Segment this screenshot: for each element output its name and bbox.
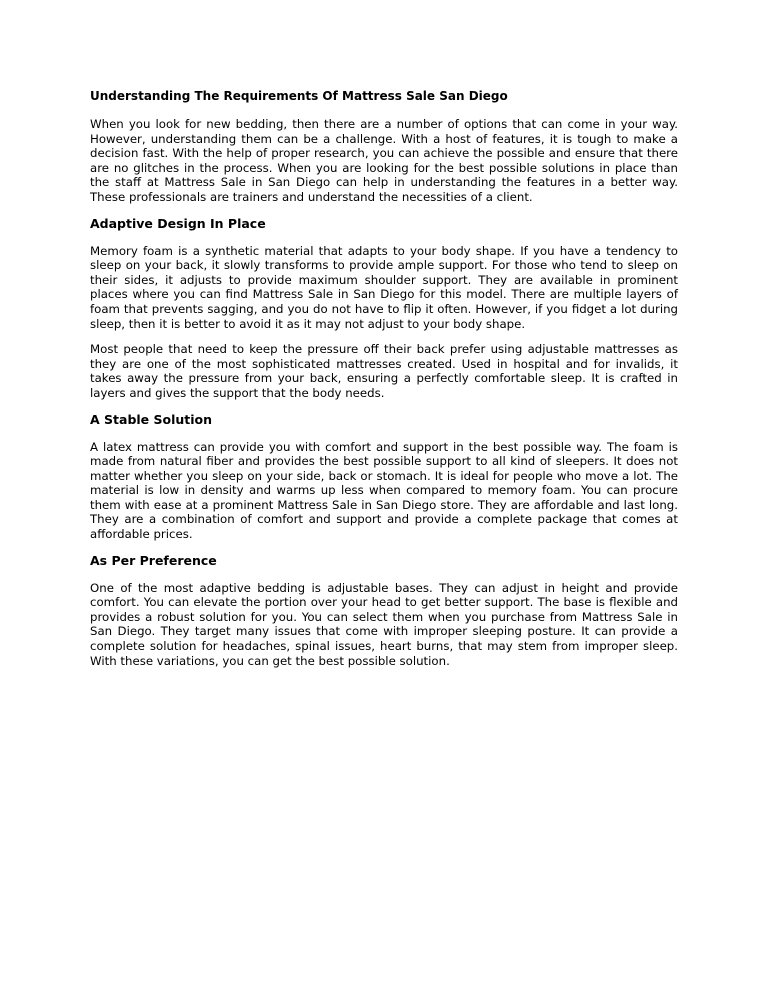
document-title: Understanding The Requirements Of Mattress Sale San Diego [90, 89, 508, 103]
section-heading-adaptive-design: Adaptive Design In Place [90, 215, 266, 231]
document-page [90, 89, 678, 679]
intro-paragraph: When you look for new bedding, then there are a number of options that can come in your way. However, understanding them can be a challenge. With a host of features, it is tough to make a decision fast. With the help of proper research, you can achieve the possible and ensure that there are no glitches in the process. When you are looking for the best possible solutions in place than the staff at Mattress Sale in San Diego can help in understanding the features in a better way. These professionals are trainers and understand the necessities of a client. [90, 117, 678, 204]
section-paragraph: A latex mattress can provide you with comfort and support in the best possible way. The foam is made from natural fiber and provides the best possible support to all kind of sleepers. It does not matter whether you sleep on your side, back or stomach. It is ideal for people who move a lot. The material is low in density and warms up less when compared to memory foam. You can procure them with ease at a prominent Mattress Sale in San Diego store. They are affordable and last long. They are a combination of comfort and support and provide a complete package that comes at affordable prices. [90, 439, 678, 542]
section-paragraph: Memory foam is a synthetic material that adapts to your body shape. If you have a tendency to sleep on your back, it slowly transforms to provide ample support. For those who tend to sleep on their sides, it adjusts to provide maximum shoulder support. They are available in prominent places where you can find Mattress Sale in San Diego for this model. There are multiple layers of foam that prevents sagging, and you do not have to flip it often. However, if you fidget a lot during sleep, then it is better to avoid it as it may not adjust to your body shape. [90, 243, 678, 331]
section-heading-stable-solution: A Stable Solution [90, 411, 213, 427]
section-heading-as-per-preference: As Per Preference [90, 552, 217, 568]
section-paragraph: Most people that need to keep the pressure off their back prefer using adjustable mattresses as they are one of the most sophisticated mattresses created. Used in hospital and for invalids, it takes away the pressure from your back, ensuring a perfectly comfortable sleep. It is crafted in layers and gives the support that the body needs. [90, 342, 678, 400]
section-paragraph: One of the most adaptive bedding is adjustable bases. They can adjust in height and provide comfort. You can elevate the portion over your head to get better support. The base is flexible and provides a robust solution for you. You can select them when you purchase from Mattress Sale in San Diego. They target many issues that come with improper sleeping posture. It can provide a complete solution for headaches, spinal issues, heart burns, that may stem from improper sleep. With these variations, you can get the best possible solution. [90, 580, 678, 668]
